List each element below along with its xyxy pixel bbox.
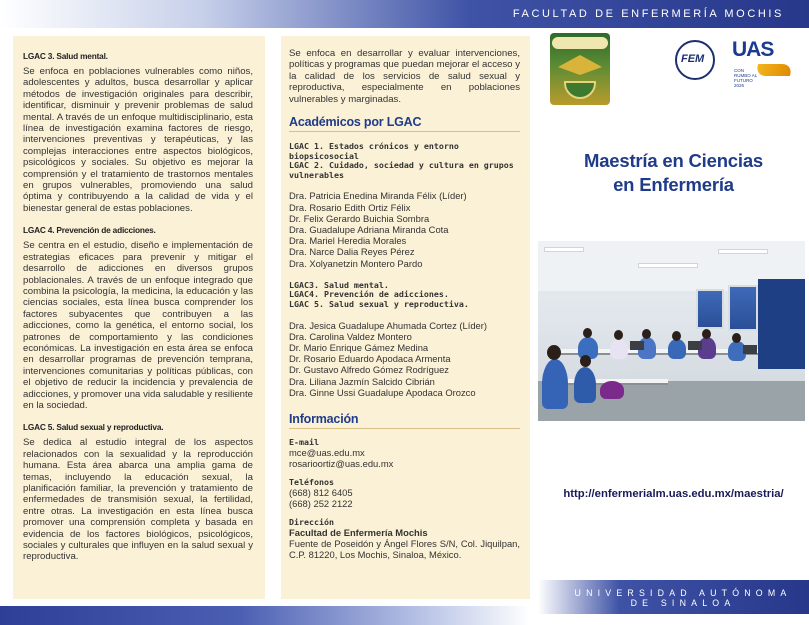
list-item: Dr. Gustavo Alfredo Gómez Rodríguez [289, 364, 449, 376]
address-label: Dirección [289, 517, 334, 528]
list-item: Dr. Felix Gerardo Buichia Sombra [289, 212, 430, 224]
phone-number: (668) 252 2122 [289, 498, 353, 510]
informacion-heading: Información [289, 412, 520, 429]
list-item: Dr. Mario Enrique Gámez Medina [289, 342, 429, 354]
faculty-name: FACULTAD DE ENFERMERÍA MOCHIS [512, 8, 784, 20]
lgac3-title: LGAC 3. Salud mental. [23, 51, 108, 61]
list-item: Dra. Mariel Heredia Morales [289, 235, 407, 247]
lgac-description-panel [13, 36, 265, 599]
university-name [558, 588, 808, 608]
logos-row [538, 30, 809, 110]
list-item: Dra. Rosario Edith Ortiz Félix [289, 201, 411, 213]
academics-group-2 [289, 281, 520, 398]
faculty-emblem-logo [550, 33, 610, 105]
uas-logo [732, 38, 796, 98]
phone-label: Teléfonos [289, 477, 334, 488]
program-title-line2: en Enfermería [613, 174, 734, 195]
academicos-heading: Académicos por LGAC [289, 115, 520, 132]
fem-logo [675, 40, 715, 80]
header-bar [0, 0, 809, 28]
lgac4-title: LGAC 4. Prevención de adicciones. [23, 225, 156, 236]
program-title [538, 149, 809, 197]
lgac5-continued-text: Se enfoca en desarrollar y evaluar intervenciones, políticas y programas que puedan mejorar el acceso y la calidad de los servicios de salud sexual y reproductiva, especialmente en poblaciones vulnerables y marginadas. [289, 48, 520, 105]
phone-number: (668) 812 6405 [289, 487, 353, 499]
list-item: Dra. Liliana Jazmín Salcido Cibrián [289, 375, 435, 387]
lgac5-body: Se dedica al estudio integral de los aspectos relacionados con la sexualidad y la reproducción humana. Esta área abarca una amplia gama de temas, incluyendo la educación sexual, la planificación familiar, la prevención y tratamiento de enfermedades de transmisión sexual, la fertilidad, entre otras. La investigación en esta línea busca promover una comprensión completa y basada en evidencia de los factores biológicos, psicológicos, sociales y culturales que influyen en la salud sexual y reproductiva. [23, 437, 253, 563]
fem-logo-text: FEM [681, 53, 705, 65]
list-item: Dra. Carolina Valdez Montero [289, 330, 412, 342]
email-label: E-mail [289, 437, 319, 448]
email-link[interactable]: rosarioortiz@uas.edu.mx [289, 458, 394, 470]
list-item: Dra. Ginne Ussi Guadalupe Apodaca Orozco [289, 386, 476, 398]
group2-title-2: LGAC4. Prevención de adicciones. [289, 289, 449, 300]
uas-logo-text: UAS [732, 38, 774, 61]
address-name: Facultad de Enfermería Mochis [289, 527, 428, 539]
lgac3-body: Se enfoca en poblaciones vulnerables como niños, adolescentes y adultos, busca desarrollar y aplicar métodos de investigación originales para describir, identificar, disminuir y prevenir problemas de salud mental. A través de un enfoque multidisciplinario, esta línea de investigación examina factores de riesgo, intervenciones preventivas y terapéuticas, y las complejas interacciones entre aspectos biológicos, psicológicos y sociales. Su objetivo es mejorar la comprensión y el tratamiento de trastornos mentales en grupos vulnerables, promoviendo una salud óptima y contribuyendo a la calidad de vida y el bienestar general de estas poblaciones. [23, 66, 253, 214]
academics-panel [281, 36, 530, 599]
classroom-photo [538, 241, 805, 421]
lgac4-body: Se centra en el estudio, diseño e implementación de estrategias eficaces para prevenir y mitigar el desarrollo de adicciones en diversos grupos poblacionales. A través de un enfoque integrado que combina la psicología, la medicina, la educación y las ciencias sociales, esta línea busca comprender los factores subyacentes que contribuyen a las adicciones, como la genética, el entorno social, los patrones de comportamiento y las condiciones económicas. La investigación en esta área se enfoca en desarrollar programas de prevención temprana, intervenciones comunitarias y políticas públicas, con el objetivo de reducir la incidencia y prevalencia de adicciones, y promover una vida saludable y resiliente en la sociedad. [23, 240, 253, 411]
group2-title-1: LGAC3. Salud mental. [289, 279, 389, 290]
group1-title-2: LGAC 2. Cuidado, sociedad y cultura en grupos vulnerables [289, 160, 514, 180]
list-item: Dra. Narce Dalia Reyes Pérez [289, 246, 415, 258]
bottom-accent-bar [0, 606, 530, 625]
lgac5-title: LGAC 5. Salud sexual y reproductiva. [23, 422, 164, 433]
university-name-line2: DE SINALOA [630, 598, 736, 608]
list-item: Dra. Patricia Enedina Miranda Félix (Líder) [289, 190, 467, 202]
address-line: Fuente de Poseidón y Ángel Flores S/N, Col. Jiquilpan, C.P. 81220, Los Mochis, Sinaloa, México. [289, 538, 520, 561]
uas-logo-tagline: CON RUMBO AL FUTURO 2026 [734, 68, 758, 88]
list-item: Dra. Jesica Guadalupe Ahumada Cortez (Líder) [289, 319, 488, 331]
group1-title-1: LGAC 1. Estados crónicos y entorno biopsicosocial [289, 141, 459, 161]
program-title-line1: Maestría en Ciencias [583, 150, 764, 171]
academics-group-1 [289, 142, 520, 269]
email-link[interactable]: mce@uas.edu.mx [289, 447, 365, 459]
program-url-link[interactable]: http://enfermerialm.uas.edu.mx/maestria/ [563, 488, 784, 500]
university-footer-bar [538, 580, 809, 614]
list-item: Dra. Guadalupe Adriana Miranda Cota [289, 224, 449, 236]
university-name-line1: UNIVERSIDAD AUTÓNOMA [574, 588, 792, 598]
group2-title-3: LGAC 5. Salud sexual y reproductiva. [289, 299, 469, 310]
list-item: Dra. Xolyanetzin Montero Pardo [289, 257, 423, 269]
list-item: Dr. Rosario Eduardo Apodaca Armenta [289, 353, 451, 365]
